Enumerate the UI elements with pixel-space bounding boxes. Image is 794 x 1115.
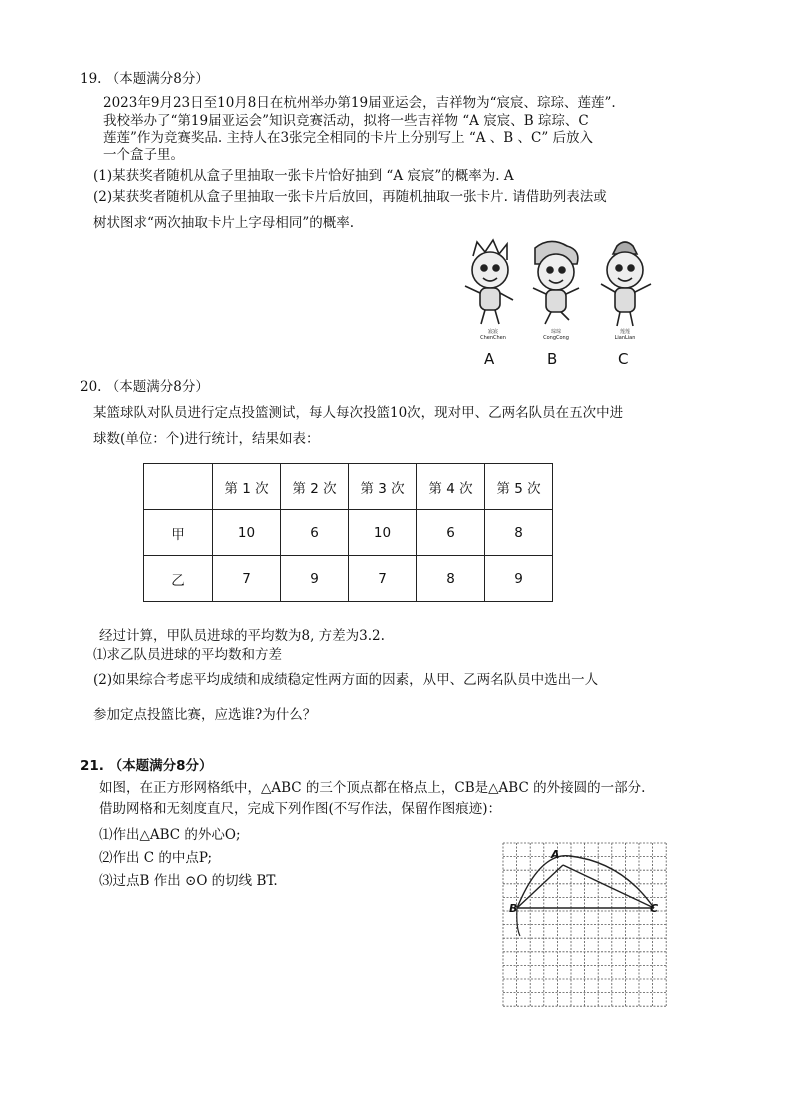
q20-text-line-3: 经过计算，甲队员进球的平均数为8, 方差为3.2.: [99, 628, 385, 644]
q21-part-1: ⑴作出△ABC 的外心O;: [99, 827, 241, 843]
mascot-illustration: [455, 238, 665, 373]
point-label-b: B: [509, 902, 518, 915]
grid-figure: [500, 840, 672, 1012]
table-cell: 8: [485, 510, 553, 556]
table-cell: 6: [417, 510, 485, 556]
mascot-chenchen: [465, 240, 513, 324]
table-header-cell: 第 4 次: [417, 464, 485, 510]
q19-text-line-3: 莲莲”作为竞赛奖品. 主持人在3张完全相同的卡片上分别写上 “A 、B 、C” 后放入: [103, 130, 594, 146]
table-cell: 8: [417, 556, 485, 602]
table-corner-cell: [144, 464, 213, 510]
segment-ab: [517, 865, 563, 908]
table-cell: 6: [281, 510, 349, 556]
mascot-letter-b: B: [547, 350, 558, 368]
table-row: [144, 556, 553, 602]
table-header-cell: 第 2 次: [281, 464, 349, 510]
q20-title: 20. （本题满分8分）: [80, 379, 209, 395]
q19-text-line-4: 一个盒子里。: [103, 147, 184, 163]
table-header-cell: 第 1 次: [213, 464, 281, 510]
mascot-caption-c: 莲莲 LianLian: [614, 329, 636, 341]
table-cell: 10: [349, 510, 417, 556]
q21-part-3: ⑶过点B 作出 ⊙O 的切线 BT.: [99, 873, 278, 889]
mascot-lianlian: [601, 242, 651, 326]
q19-part-2-cont: 树状图求“两次抽取卡片上字母相同”的概率.: [93, 215, 355, 231]
point-label-a: A: [551, 848, 560, 861]
table-cell: 9: [281, 556, 349, 602]
q19-text-line-2: 我校举办了“第19届亚运会”知识竞赛活动，拟将一些吉祥物 “A 宸宸、B 琮琮、C: [103, 113, 589, 129]
segment-ac: [563, 865, 654, 908]
table-cell: 10: [213, 510, 281, 556]
table-header-row: [144, 464, 553, 510]
scores-table: [143, 463, 553, 602]
q21-part-2: ⑵作出 C 的中点P;: [99, 850, 213, 866]
q21-title: 21. （本题满分8分）: [80, 758, 213, 774]
table-row-label: 乙: [144, 556, 213, 602]
q20-part-1: ⑴求乙队员进球的平均数和方差: [93, 647, 282, 663]
mascot-letter-a: A: [484, 350, 495, 368]
q20-text-line-1: 某篮球队对队员进行定点投篮测试，每人每次投篮10次，现对甲、乙两名队员在五次中进: [93, 405, 624, 421]
q21-text-line-2: 借助网格和无刻度直尺，完成下列作图(不写作法，保留作图痕迹)：: [99, 801, 502, 817]
table-row-label: 甲: [144, 510, 213, 556]
table-header-cell: 第 5 次: [485, 464, 553, 510]
table-cell: 9: [485, 556, 553, 602]
q21-text-line-1: 如图，在正方形网格纸中，△ABC 的三个顶点都在格点上，CB是△ABC 的外接圆的一部分.: [99, 780, 646, 796]
mascot-caption-b: 琮琮 CongCong: [543, 329, 569, 341]
q19-part-1: (1)某获奖者随机从盒子里抽取一张卡片恰好抽到 “A 宸宸”的概率为. A: [93, 168, 514, 184]
q20-text-line-2: 球数(单位：个)进行统计，结果如表：: [93, 431, 320, 447]
circumcircle-arc: [517, 856, 654, 908]
table-cell: 7: [349, 556, 417, 602]
mascot-letter-c: C: [618, 350, 629, 368]
q19-text-line-1: 2023年9月23日至10月8日在杭州举办第19届亚运会，吉祥物为“宸宸、琮琮、莲莲”.: [103, 95, 616, 111]
q20-part-2: (2)如果综合考虑平均成绩和成绩稳定性两方面的因素，从甲、乙两名队员中选出一人: [93, 672, 599, 688]
point-label-c: C: [650, 902, 659, 915]
mascot-caption-a: 宸宸 ChenChen: [480, 329, 506, 341]
q19-title: 19. （本题满分8分）: [80, 71, 209, 87]
q20-part-2-cont: 参加定点投篮比赛，应选谁?为什么？: [93, 707, 317, 723]
table-row: [144, 510, 553, 556]
mascot-congcong: [533, 241, 579, 324]
table-cell: 7: [213, 556, 281, 602]
q19-part-2: (2)某获奖者随机从盒子里抽取一张卡片后放回，再随机抽取一张卡片. 请借助列表法或: [93, 189, 607, 205]
table-header-cell: 第 3 次: [349, 464, 417, 510]
